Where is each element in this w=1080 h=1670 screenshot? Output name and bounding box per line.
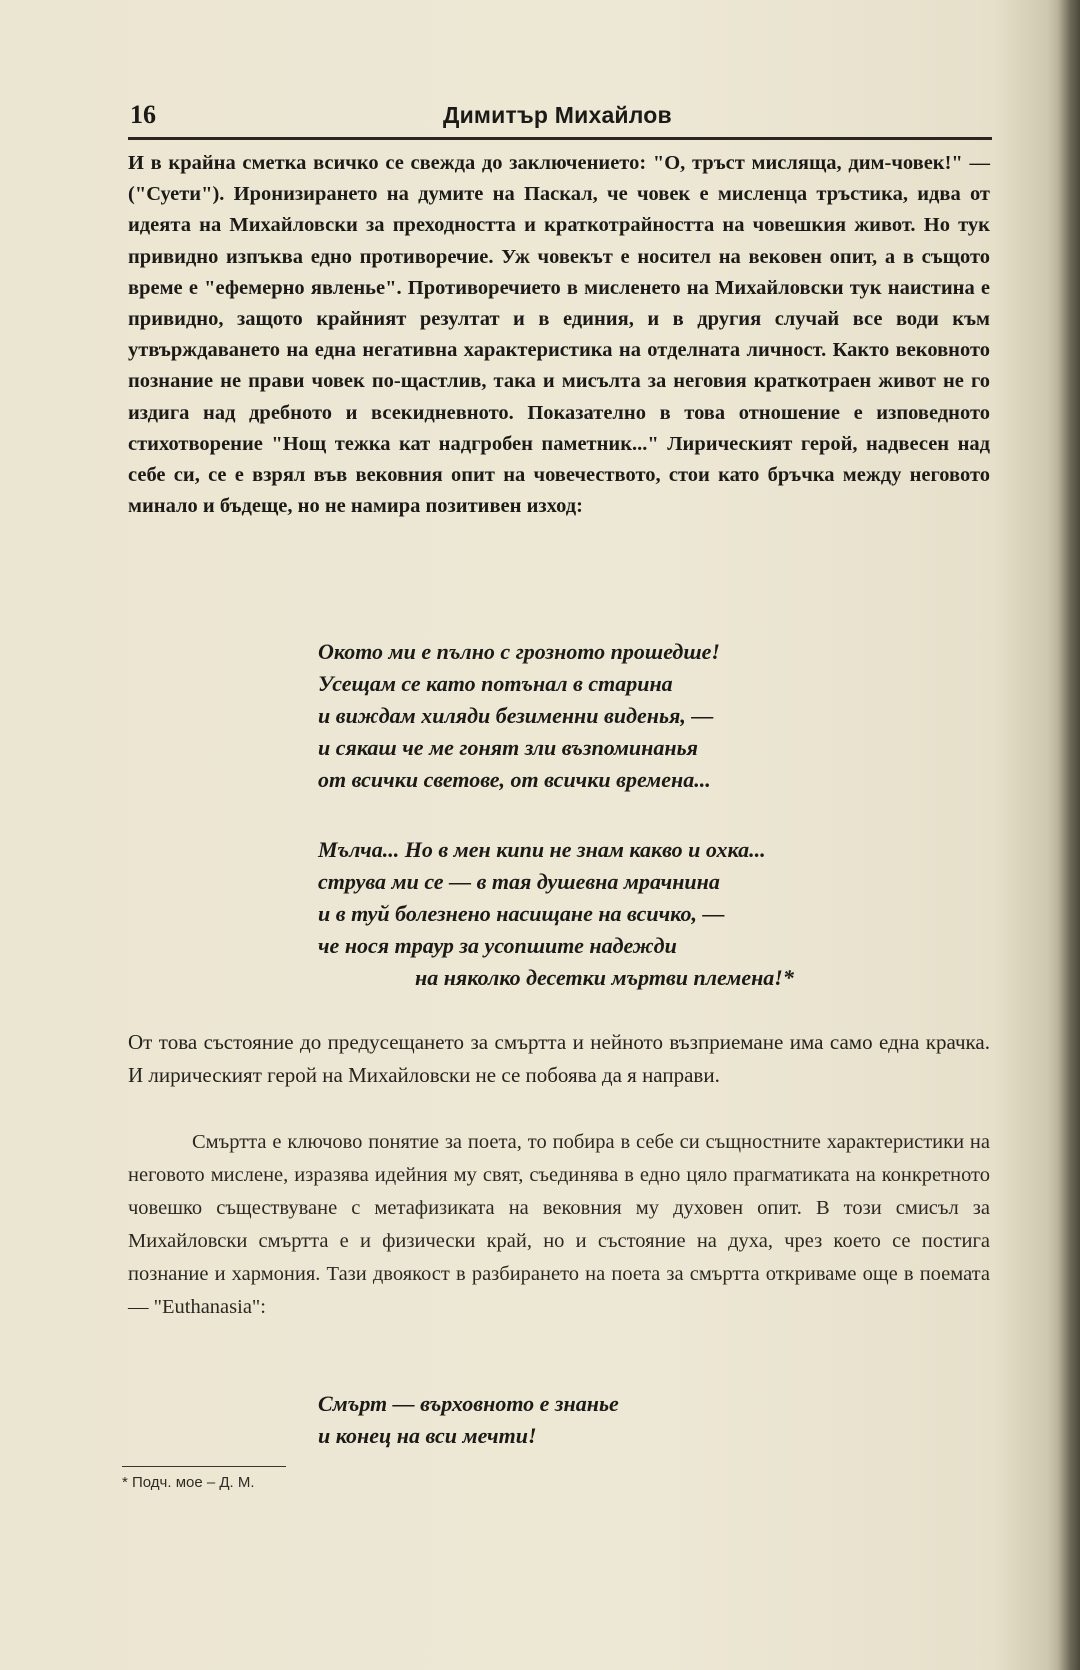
verse-line: от всички светове, от всички времена... [318,767,711,792]
verse-line: Окото ми е пълно с грозното прошедше! [318,639,720,664]
paragraph-1: И в крайна сметка всичко се свежда до заключението: "О, тръст мисляща, дим-човек!" — ("Суети"). Иронизирането на думите на Паскал, че човек е мисленца тръстика, идва от идеята на Михайловски за преходността и краткотрайността на човешкия живот. Но тук привидно изпъква едно противоречие. Уж човекът е носител на вековен опит, а в същото време е "ефемерно явленье". Противоречието в мисленето на Михайловски тук наистина е привидно, защото крайният резултат и в единия, и в другия случай все води към утвърждаването на една негативна характеристика на отделната личност. Както вековното познание не прави човек по-щастлив, така и мисълта за неговия краткотраен живот не го издига над дребното и всекидневното. Показателно в това отношение е изповедното стихотворение "Нощ тежка кат надгробен паметник..." Лирическият герой, надвесен над себе си, се е взрял във вековния опит на човечеството, стои като бръчка между неговото минало и бъдеще, но не намира позитивен изход: [128,152,990,518]
footnote: * Подч. мое – Д. М. [122,1474,255,1491]
header-rule [128,137,992,140]
verse-line: Смърт — върховното е знанье [318,1391,619,1416]
page-number: 16 [130,100,156,129]
verse-line: и сякаш че ме гонят зли възпоминанья [318,735,698,760]
paragraph-2: От това състояние до предусещането за смъртта и нейното възприемане има само една крачка. И лирическият герой на Михайловски не се побоява да я направи. [128,1030,990,1087]
verse-line: на няколко десетки мъртви племена!* [415,965,794,990]
verse-line: Мълча... Но в мен кипи не знам какво и охка... [318,837,766,862]
verse-line: Усещам се като потънал в старина [318,671,673,696]
verse-stanza-3 [318,1388,619,1452]
verse-line: и конец на вси мечти! [318,1423,537,1448]
page-edge [1058,0,1080,1670]
verse-line: струва ми се — в тая душевна мрачнина [318,869,720,894]
verse-line: и в туй болезнено насищане на всичко, — [318,901,725,926]
running-title: Димитър Михайлов [443,102,672,128]
verse-stanza-1 [318,636,720,796]
page-header [130,98,990,138]
footnote-rule [122,1466,286,1467]
verse-line: и виждам хиляди безименни виденья, — [318,703,714,728]
verse-stanza-2 [318,834,794,994]
verse-line: че нося траур за усопшите надежди [318,933,677,958]
paragraph-3: Смъртта е ключово понятие за поета, то побира в себе си същностните характеристики на неговото мислене, изразява идейния му свят, съединява в едно цяло прагматиката на конкретното човешко съществуване с метафизиката на вековния му духовен опит. В този смисъл за Михайловски смъртта е и физически край, но и състояние на духа, чрез което се постига познание и хармония. Тази двоякост в разбирането на поета за смъртта откриваме още в поемата — "Euthanasia": [128,1131,990,1318]
